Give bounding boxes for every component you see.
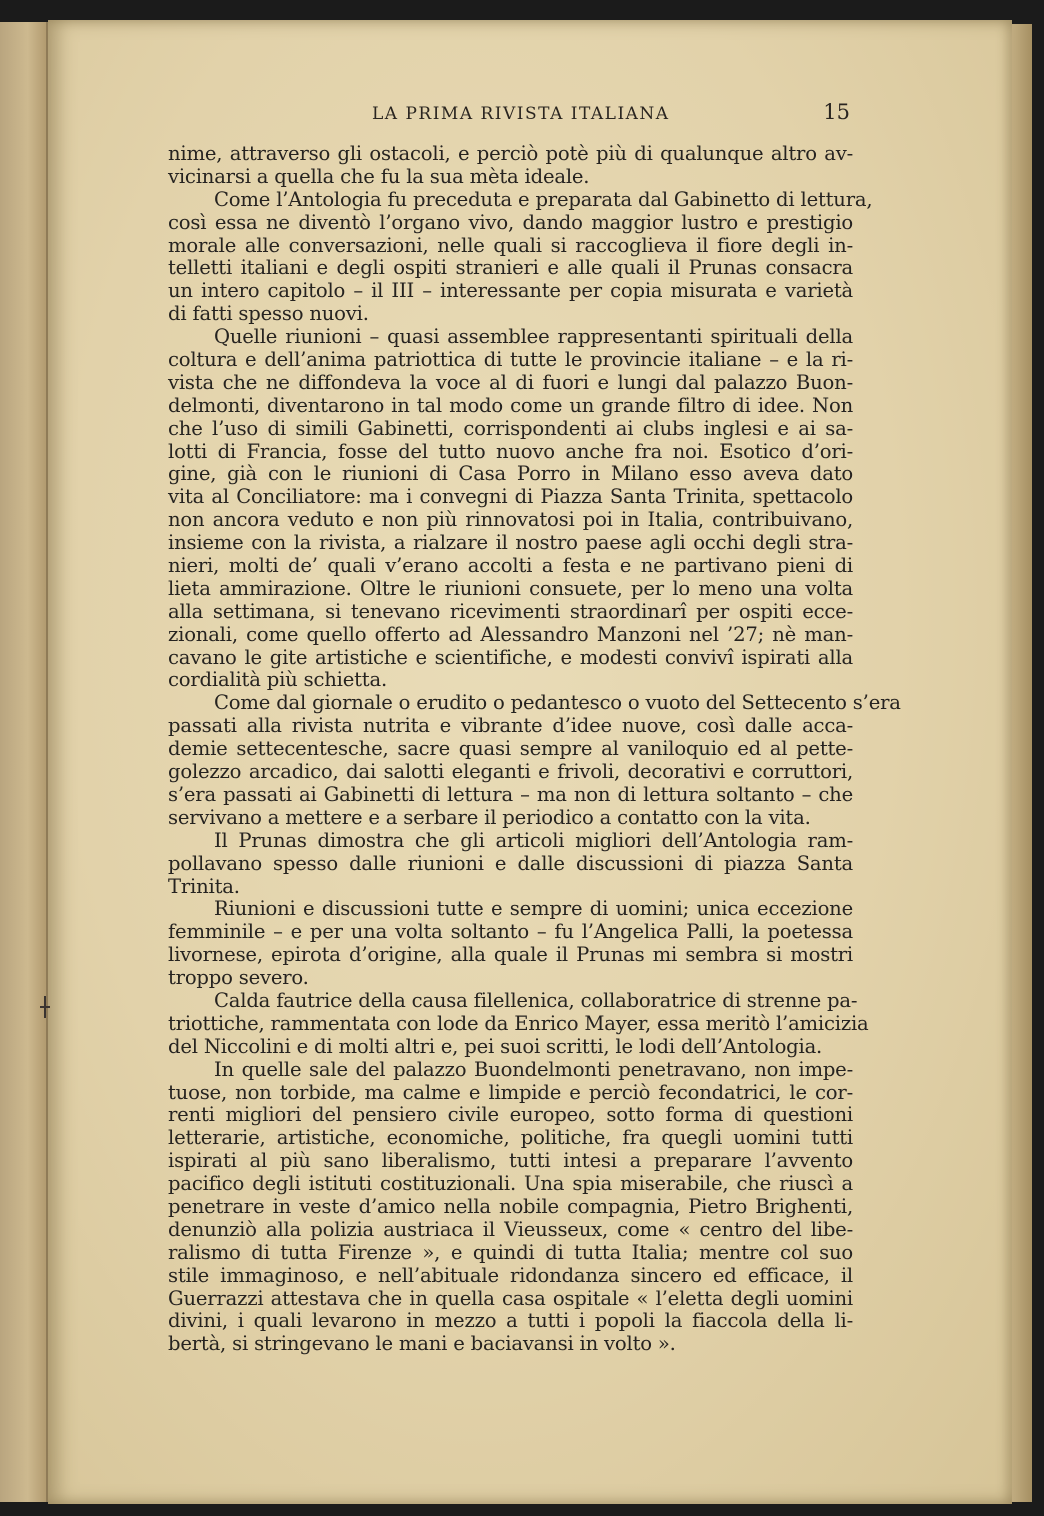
text-line: renti migliori del pensiero civile europeo, sotto forma di questioni <box>168 1103 853 1127</box>
page-number: 15 <box>823 100 850 124</box>
body-text <box>168 142 901 1356</box>
text-line: nime, attraverso gli ostacoli, e perciò potè più di qualunque altro av- <box>168 142 853 165</box>
text-line: penetrare in veste d’amico nella nobile compagnia, Pietro Brighenti, <box>168 1194 853 1218</box>
left-page-edge <box>0 22 48 1502</box>
text-line: divini, i quali levarono in mezzo a tutti i popoli la fiaccola della li- <box>168 1309 853 1333</box>
text-line: Come dal giornale o erudito o pedantesco o vuoto del Settecento s’era <box>214 691 901 715</box>
text-line: tuose, non torbide, ma calme e limpide e perciò fecondatrici, le cor- <box>168 1080 853 1104</box>
text-line: In quelle sale del palazzo Buondelmonti penetravano, non impe- <box>214 1057 853 1081</box>
text-line: vita al Conciliatore: ma i convegni di Piazza Santa Trinita, spettacolo <box>168 485 853 509</box>
text-line: vicinarsi a quella che fu la sua mèta ideale. <box>168 164 590 188</box>
text-line: passati alla rivista nutrita e vibrante d’idee nuove, così dalle acca- <box>168 714 853 738</box>
text-line: letterarie, artistiche, economiche, politiche, fra quegli uomini tutti <box>168 1126 853 1150</box>
text-line: Quelle riunioni – quasi assemblee rappresentanti spirituali della <box>214 325 853 349</box>
text-line: alla settimana, si tenevano ricevimenti straordinarî per ospiti ecce- <box>168 599 853 623</box>
text-line: che l’uso di simili Gabinetti, corrispondenti ai clubs inglesi e ai sa- <box>168 416 853 440</box>
margin-mark <box>40 1006 50 1008</box>
text-line: cavano le gite artistiche e scientifiche, e modesti convivî ispirati alla <box>168 645 853 669</box>
text-line: golezzo arcadico, dai salotti eleganti e frivoli, decorativi e corruttori, <box>168 760 853 784</box>
text-line: Riunioni e discussioni tutte e sempre di uomini; unica eccezione <box>214 897 853 921</box>
text-line: Come l’Antologia fu preceduta e preparata dal Gabinetto di lettura, <box>214 187 873 211</box>
text-line: livornese, epirota d’origine, alla quale il Prunas mi sembra si mostri <box>168 943 853 967</box>
text-line: bertà, si stringevano le mani e baciavansi in volto ». <box>168 1332 676 1356</box>
text-line: demie settecentesche, sacre quasi sempre al vaniloquio ed al pette- <box>168 737 853 761</box>
text-line: insieme con la rivista, a rialzare il nostro paese agli occhi degli stra- <box>168 531 853 555</box>
text-line: telletti italiani e degli ospiti stranieri e alle quali il Prunas consacra <box>168 256 853 280</box>
running-title: LA PRIMA RIVISTA ITALIANA <box>372 104 670 124</box>
text-line: femminile – e per una volta soltanto – fu l’Angelica Palli, la poetessa <box>168 920 853 944</box>
text-line: vista che ne diffondeva la voce al di fuori e lungi dal palazzo Buon- <box>168 370 853 394</box>
text-line: zionali, come quello offerto ad Alessandro Manzoni nel ’27; nè man- <box>168 622 853 646</box>
text-line: delmonti, diventarono in tal modo come un grande filtro di idee. Non <box>168 393 853 417</box>
text-line: Calda fautrice della causa filellenica, collaboratrice di strenne pa- <box>214 988 858 1012</box>
text-line: nieri, molti de’ quali v’erano accolti a festa e ne partivano pieni di <box>168 554 853 578</box>
text-line: lotti di Francia, fosse del tutto nuovo anche fra noi. Esotico d’ori- <box>168 439 853 463</box>
text-line: triottiche, rammentata con lode da Enrico Mayer, essa meritò l’amicizia <box>168 1011 869 1035</box>
text-line: morale alle conversazioni, nelle quali si raccoglieva il fiore degli in- <box>168 233 853 257</box>
text-line: denunziò alla polizia austriaca il Vieusseux, come « centro del libe- <box>168 1217 853 1241</box>
text-line: non ancora veduto e non più rinnovatosi poi in Italia, contribuivano, <box>168 508 853 532</box>
text-line: pollavano spesso dalle riunioni e dalle discussioni di piazza Santa <box>168 851 853 875</box>
text-line: Il Prunas dimostra che gli articoli migliori dell’Antologia ram- <box>214 828 853 852</box>
text-line: cordialità più schietta. <box>168 668 387 692</box>
text-line: lieta ammirazione. Oltre le riunioni consuete, per lo meno una volta <box>168 576 853 600</box>
text-line: stile immaginoso, e nell’abituale ridondanza sincero ed efficace, il <box>168 1263 853 1287</box>
text-line: un intero capitolo – il III – interessante per copia misurata e varietà <box>168 279 853 303</box>
text-line: Guerrazzi attestava che in quella casa ospitale « l’eletta degli uomini <box>168 1286 853 1310</box>
text-line: così essa ne diventò l’organo vivo, dando maggior lustro e prestigio <box>168 210 853 234</box>
text-line: di fatti spesso nuovi. <box>168 302 369 326</box>
text-line: servivano a mettere e a serbare il periodico a contatto con la vita. <box>168 805 811 829</box>
text-line: gine, già con le riunioni di Casa Porro in Milano esso aveva dato <box>168 462 853 486</box>
text-line: ralismo di tutta Firenze », e quindi di tutta Italia; mentre col suo <box>168 1240 853 1264</box>
text-line: Trinita. <box>168 874 240 898</box>
text-line: ispirati al più sano liberalismo, tutti intesi a preparare l’avvento <box>168 1149 853 1173</box>
text-line: coltura e dell’anima patriottica di tutte le provincie italiane – e la ri- <box>168 348 853 372</box>
text-line: pacifico degli istituti costituzionali. Una spia miserabile, che riuscì a <box>168 1172 853 1196</box>
text-line: del Niccolini e di molti altri e, pei suoi scritti, le lodi dell’Antologia. <box>168 1034 823 1058</box>
text-line: s’era passati ai Gabinetti di lettura – ma non di lettura soltanto – che <box>168 782 853 806</box>
text-line: troppo severo. <box>168 966 309 990</box>
